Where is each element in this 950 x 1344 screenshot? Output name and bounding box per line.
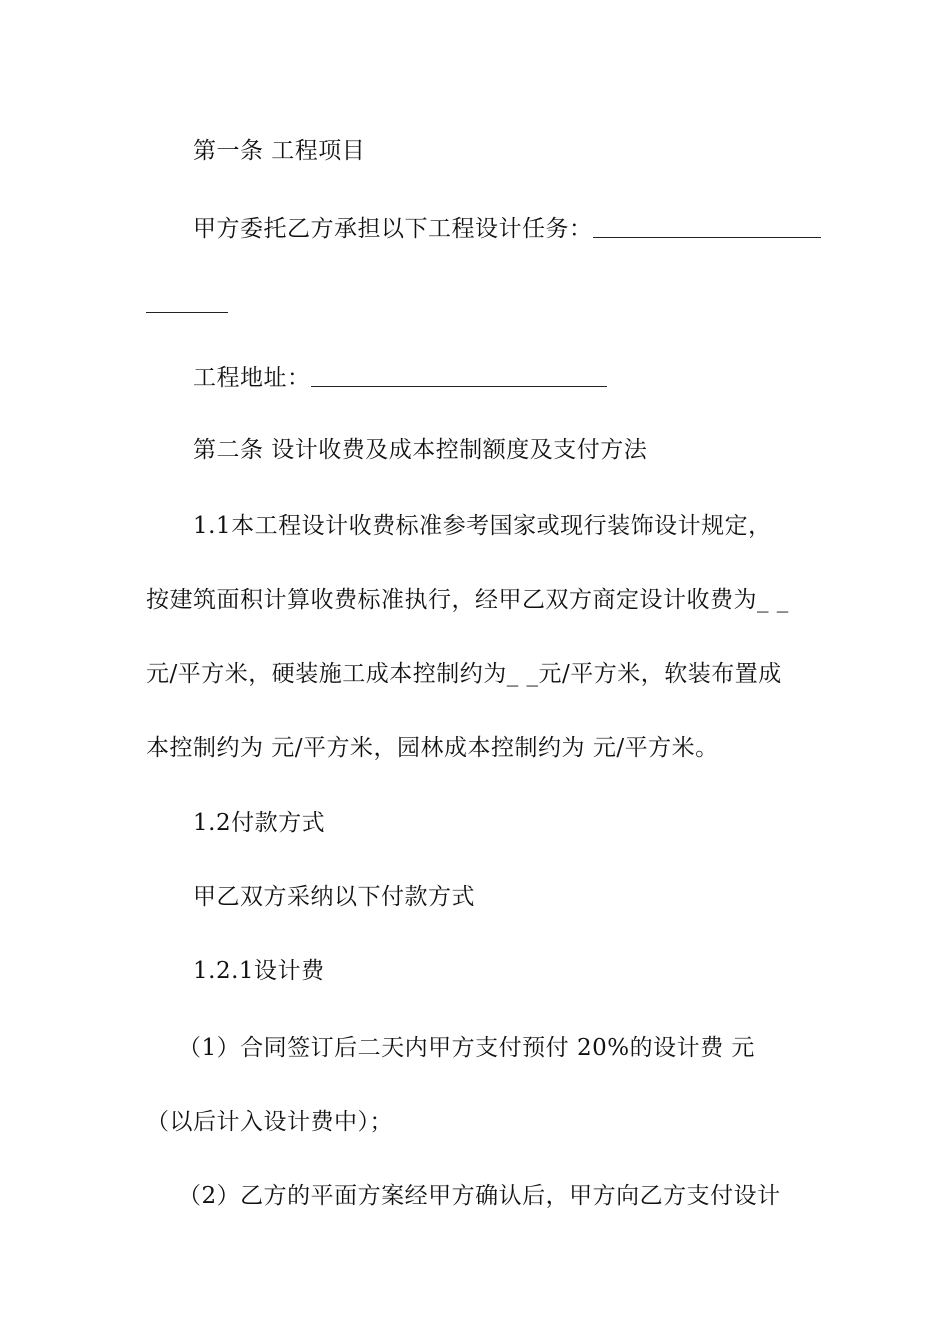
para-1-2-1-heading: 1.2.1设计费 [193, 958, 325, 984]
task-continuation [146, 289, 816, 319]
para-1-2-text: 甲乙双方采纳以下付款方式 [193, 884, 475, 910]
address-label: 工程地址： [193, 365, 311, 391]
para-1-1-line-4: 本控制约为 元/平方米，园林成本控制约为 元/平方米。 [146, 735, 719, 761]
item-1-line-2: （以后计入设计费中）； [146, 1109, 393, 1135]
task-line [193, 214, 863, 244]
address-line [193, 363, 863, 393]
para-1-2-heading: 1.2付款方式 [193, 810, 326, 836]
task-blank [593, 217, 821, 238]
item-1-line-1: （1）合同签订后二天内甲方支付预付 20%的设计费 元 [178, 1035, 755, 1061]
para-1-1-line-2: 按建筑面积计算收费标准执行，经甲乙双方商定设计收费为_ _ [146, 587, 789, 613]
item-2-line-1: （2）乙方的平面方案经甲方确认后，甲方向乙方支付设计 [178, 1183, 781, 1209]
address-blank [311, 366, 607, 387]
task-label: 甲方委托乙方承担以下工程设计任务： [193, 216, 593, 242]
para-1-1-line-1: 1.1本工程设计收费标准参考国家或现行装饰设计规定， [193, 513, 772, 539]
article-2-heading: 第二条 设计收费及成本控制额度及支付方法 [193, 437, 648, 463]
task-blank-continued [146, 292, 228, 313]
para-1-1-line-3: 元/平方米，硬装施工成本控制约为_ _元/平方米，软装布置成 [146, 661, 782, 687]
article-1-heading: 第一条 工程项目 [193, 138, 366, 164]
